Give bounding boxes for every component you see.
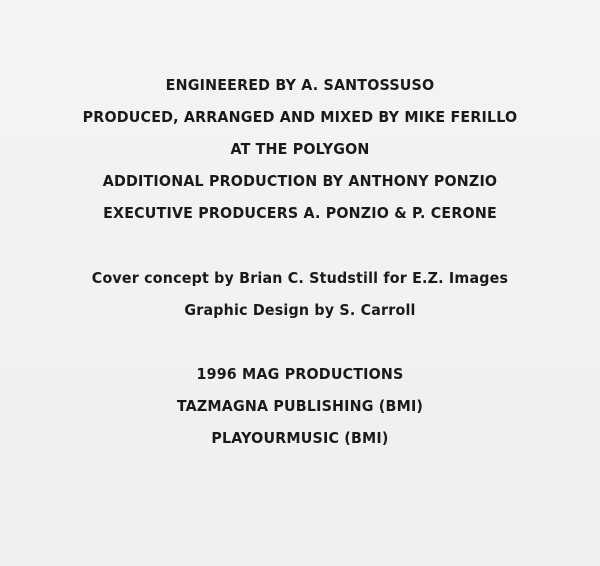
production-credits [0, 69, 600, 229]
credit-publisher-2: PLAYOURMUSIC (BMI) [211, 429, 389, 447]
credit-cover-concept: Cover concept by Brian C. Studstill for E.Z. Images [91, 269, 509, 287]
credit-producer: PRODUCED, ARRANGED AND MIXED BY MIKE FERILLO [82, 108, 518, 126]
credit-engineer: ENGINEERED BY A. SANTOSSUSO [165, 76, 435, 94]
credit-graphic-design: Graphic Design by S. Carroll [184, 301, 416, 319]
credit-studio: AT THE POLYGON [230, 140, 370, 158]
design-credits [0, 262, 600, 326]
publishing-credits [0, 358, 600, 454]
credit-copyright: 1996 MAG PRODUCTIONS [196, 365, 404, 383]
credit-executive-producers: EXECUTIVE PRODUCERS A. PONZIO & P. CERONE [103, 204, 497, 222]
credit-publisher: TAZMAGNA PUBLISHING (BMI) [176, 397, 424, 415]
credit-additional-production: ADDITIONAL PRODUCTION BY ANTHONY PONZIO [102, 172, 498, 190]
